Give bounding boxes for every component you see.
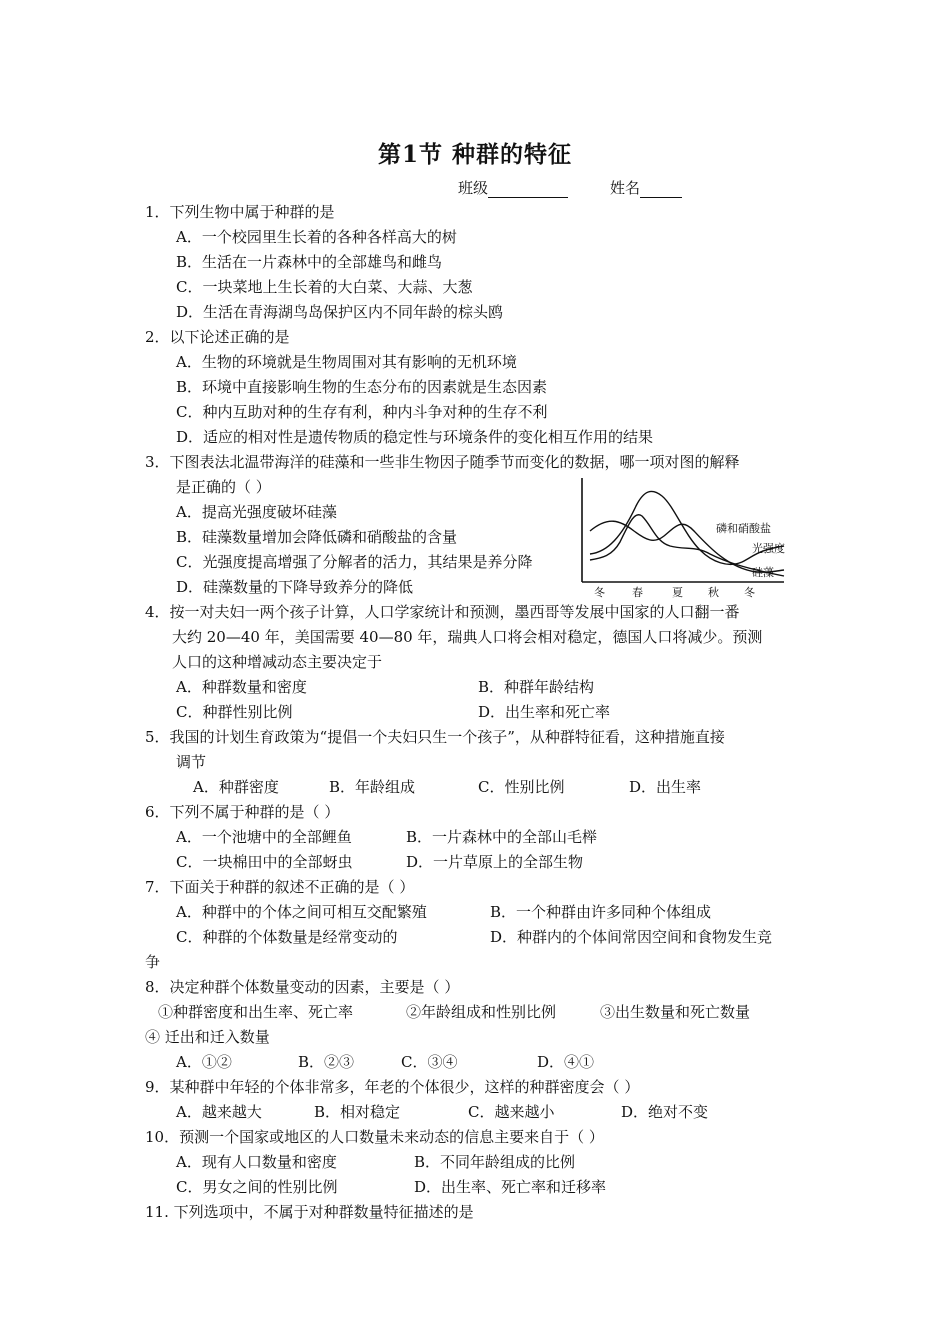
q9-option-c[interactable]: C．越来越小 [468,1103,555,1121]
q6-option-a[interactable]: A．一个池塘中的全部鲤鱼 [176,828,352,846]
season-tick-2: 春 [632,586,643,599]
q5-option-d[interactable]: D．出生率 [629,778,702,796]
q6-option-b[interactable]: B．一片森林中的全部山毛榉 [406,828,598,846]
q9-option-a[interactable]: A．越来越大 [176,1103,262,1121]
q7-option-b[interactable]: B．一个种群由许多同种个体组成 [490,903,712,921]
q10-option-c[interactable]: C．男女之间的性别比例 [176,1178,338,1196]
q3-option-a[interactable]: A．提高光强度破坏硅藻 [176,503,337,521]
question-4: 4．按一对夫妇一两个孩子计算，人口学家统计和预测，墨西哥等发展中国家的人口翻一番 [145,603,740,621]
q5-option-b[interactable]: B．年龄组成 [329,778,416,796]
question-4-line-3: 人口的这种增减动态主要决定于 [172,653,383,671]
q2-option-b[interactable]: B．环境中直接影响生物的生态分布的因素就是生态因素 [176,378,548,396]
q4-option-c[interactable]: C．种群性别比例 [176,703,293,721]
q8-statement-2: ②年龄组成和性别比例 [406,1003,557,1021]
q8-statement-1: ①种群密度和出生率、死亡率 [158,1003,354,1021]
class-field [458,178,568,198]
q6-option-c[interactable]: C．一块棉田中的全部蚜虫 [176,853,353,871]
q8-option-b[interactable]: B．②③ [298,1053,355,1071]
q10-option-b[interactable]: B．不同年龄组成的比例 [414,1153,576,1171]
q7-option-d-continued: 争 [145,953,161,971]
question-2: 2．以下论述正确的是 [145,328,290,346]
q1-option-b[interactable]: B．生活在一片森林中的全部雄鸟和雌鸟 [176,253,443,271]
q7-option-d[interactable]: D．种群内的个体间常因空间和食物发生竞 [490,928,773,946]
season-tick-3: 夏 [672,586,683,599]
q1-option-d[interactable]: D．生活在青海湖鸟岛保护区内不同年龄的棕头鸥 [176,303,504,321]
q3-option-d[interactable]: D．硅藻数量的下降导致养分的降低 [176,578,414,596]
question-8: 8．决定种群个体数量变动的因素，主要是（ ） [145,978,460,996]
q8-statement-4: ④ 迁出和迁入数量 [145,1028,270,1046]
q9-option-d[interactable]: D．绝对不变 [621,1103,709,1121]
q5-option-c[interactable]: C．性别比例 [478,778,565,796]
question-6: 6．下列不属于种群的是（ ） [145,803,340,821]
label-diatom: 硅藻 [752,566,774,579]
q8-statement-3: ③出生数量和死亡数量 [600,1003,751,1021]
season-tick-1: 冬 [594,586,605,599]
page-title: 第1节 种群的特征 [377,141,572,168]
question-5: 5．我国的计划生育政策为“提倡一个夫妇只生一个孩子”，从种群特征看，这种措施直接 [145,728,725,746]
q4-option-d[interactable]: D．出生率和死亡率 [478,703,611,721]
question-4-line-2: 大约 20—40 年，美国需要 40—80 年，瑞典人口将会相对稳定，德国人口将减少。预测 [172,628,763,646]
question-7: 7．下面关于种群的叙述不正确的是（ ） [145,878,415,896]
q10-option-d[interactable]: D．出生率、死亡率和迁移率 [414,1178,607,1196]
name-blank[interactable] [640,181,682,198]
q2-option-a[interactable]: A．生物的环境就是生物周围对其有影响的无机环境 [176,353,517,371]
question-9: 9．某种群中年轻的个体非常多，年老的个体很少，这样的种群密度会（ ） [145,1078,640,1096]
label-phosphate-nitrate: 磷和硝酸盐 [716,522,771,535]
season-tick-5: 冬 [744,586,755,599]
question-3: 3．下图表法北温带海洋的硅藻和一些非生物因子随季节而变化的数据，哪一项对图的解释 [145,453,740,471]
name-field [610,178,682,198]
q8-option-c[interactable]: C．③④ [401,1053,458,1071]
q2-option-d[interactable]: D．适应的相对性是遗传物质的稳定性与环境条件的变化相互作用的结果 [176,428,654,446]
q4-option-b[interactable]: B．种群年龄结构 [478,678,595,696]
question-1: 1．下列生物中属于种群的是 [145,203,335,221]
question-3-continued: 是正确的（ ） [176,478,271,496]
q2-option-c[interactable]: C．种内互助对种的生存有利，种内斗争对种的生存不利 [176,403,548,421]
q5-option-a[interactable]: A．种群密度 [193,778,279,796]
q1-option-c[interactable]: C．一块菜地上生长着的大白菜、大蒜、大葱 [176,278,473,296]
name-label: 姓名 [610,179,641,197]
label-light-intensity: 光强度 [752,542,785,555]
question-5-continued: 调节 [176,753,207,771]
q7-option-c[interactable]: C．种群的个体数量是经常变动的 [176,928,398,946]
question-10: 10．预测一个国家或地区的人口数量未来动态的信息主要来自于（ ） [145,1128,604,1146]
q9-option-b[interactable]: B．相对稳定 [314,1103,401,1121]
question-11: 11. 下列选项中，不属于对种群数量特征描述的是 [145,1203,474,1221]
class-label: 班级 [458,179,489,197]
q1-option-a[interactable]: A．一个校园里生长着的各种各样高大的树 [176,228,457,246]
q8-option-a[interactable]: A．①② [176,1053,232,1071]
q8-option-d[interactable]: D．④① [537,1053,595,1071]
season-tick-4: 秋 [708,586,719,599]
q4-option-a[interactable]: A．种群数量和密度 [176,678,307,696]
q10-option-a[interactable]: A．现有人口数量和密度 [176,1153,337,1171]
q3-option-b[interactable]: B．硅藻数量增加会降低磷和硝酸盐的含量 [176,528,458,546]
diatom-season-figure [578,476,810,600]
q3-option-c[interactable]: C．光强度提高增强了分解者的活力，其结果是养分降 [176,553,533,571]
class-blank[interactable] [488,181,568,198]
q6-option-d[interactable]: D．一片草原上的全部生物 [406,853,584,871]
q7-option-a[interactable]: A．种群中的个体之间可相互交配繁殖 [176,903,427,921]
